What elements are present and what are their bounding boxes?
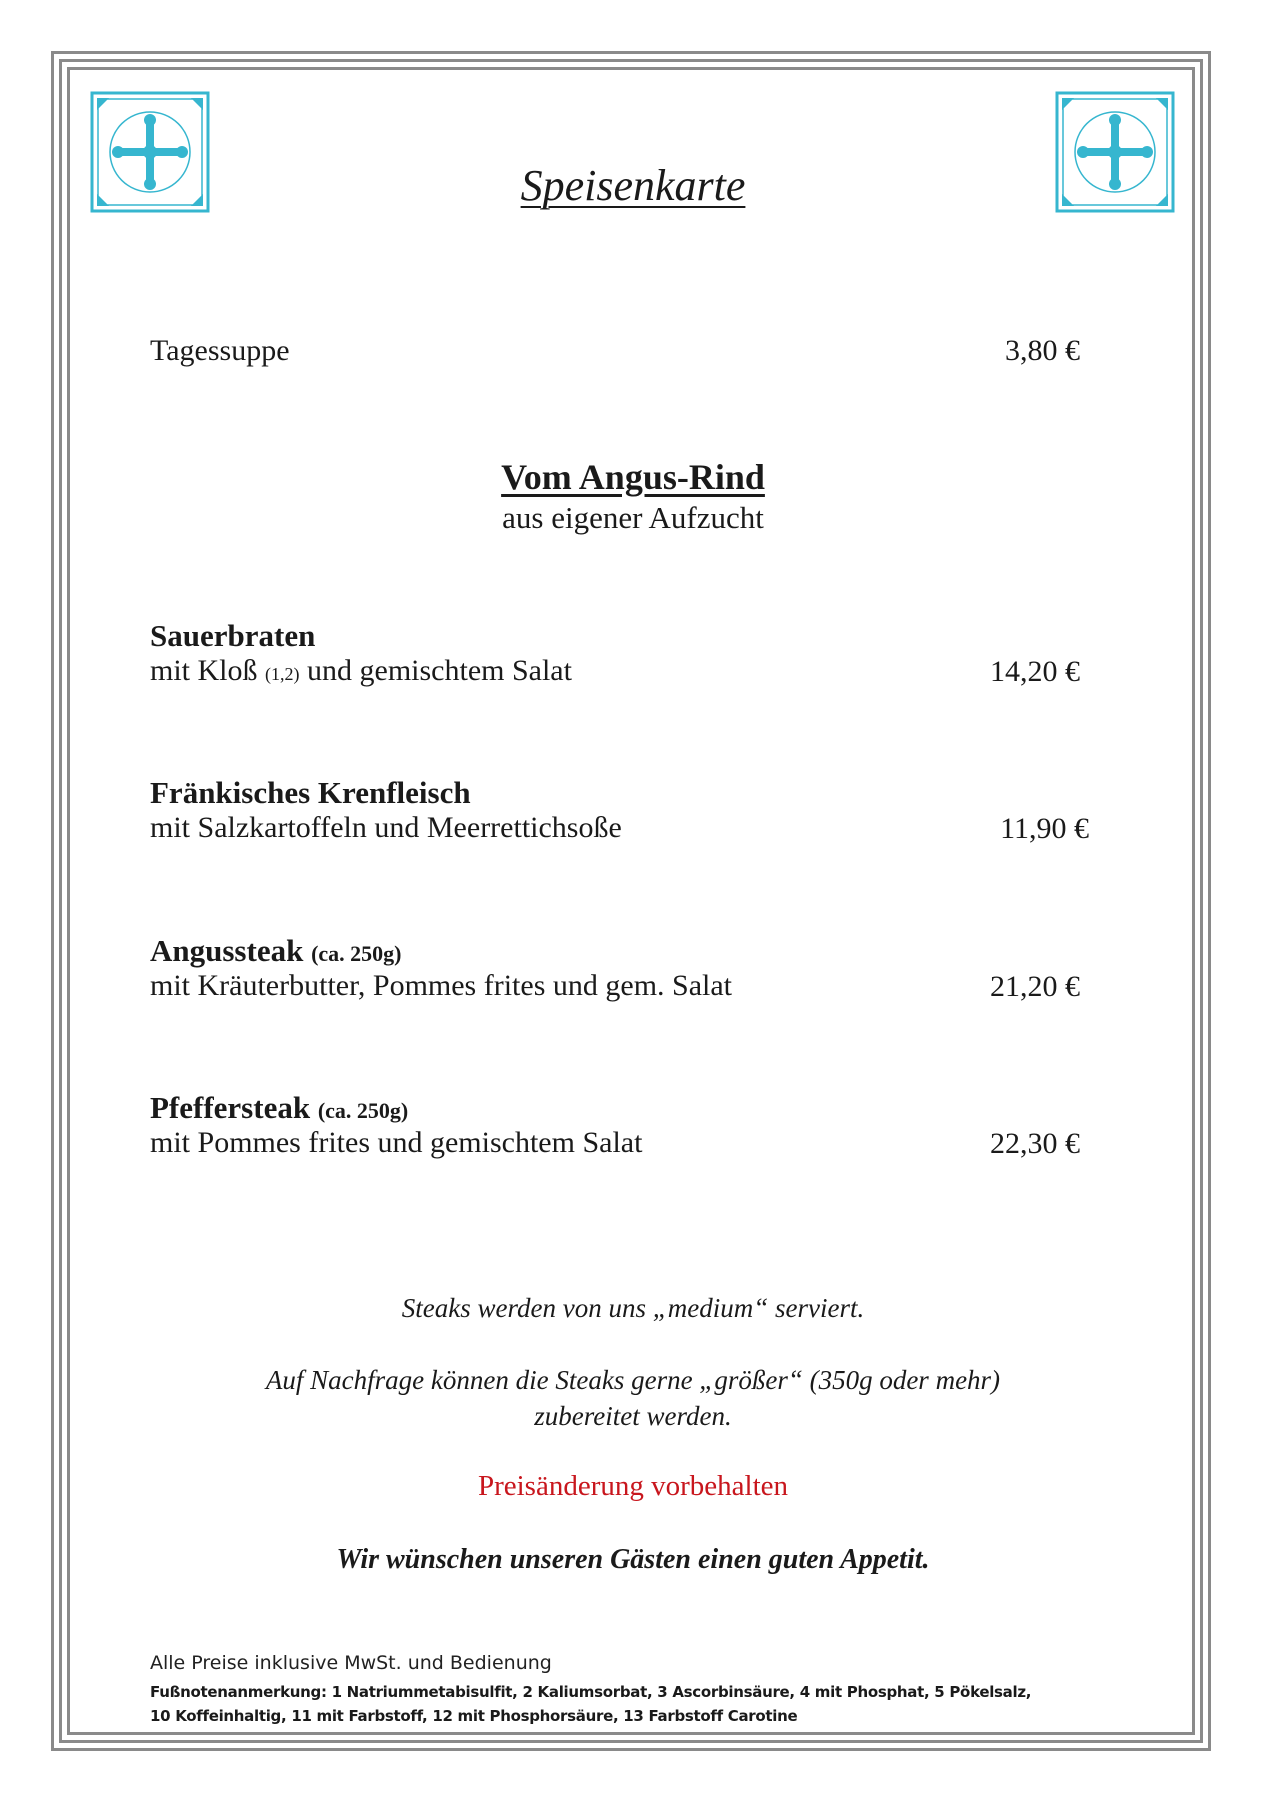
note-bigger: Auf Nachfrage können die Steaks gerne „größer“ (350g oder mehr) zubereitet werden.: [265, 1365, 1001, 1431]
dish-description: mit Kräuterbutter, Pommes frites und gem. Salat: [150, 969, 733, 1002]
footer-prices-note: Alle Preise inklusive MwSt. und Bedienung: [150, 1652, 552, 1674]
dish-name: Pfeffersteak (ca. 250g): [150, 1090, 409, 1125]
section-subtitle: aus eigener Aufzucht: [502, 500, 764, 535]
footer-footnotes-2: 10 Koffeinhaltig, 11 mit Farbstoff, 12 mit Phosphorsäure, 13 Farbstoff Carotine: [150, 1707, 798, 1725]
dish-description: mit Kloß (1,2) und gemischtem Salat: [150, 654, 572, 687]
footer: [150, 1652, 1100, 1728]
dish-price: 11,90 €: [1000, 812, 1089, 845]
appetit-note: Wir wünschen unseren Gästen einen guten Appetit.: [336, 1544, 930, 1575]
dish-description: mit Pommes frites und gemischtem Salat: [150, 1126, 643, 1159]
dish-name: Fränkisches Krenfleisch: [150, 775, 471, 810]
menu-item: [150, 618, 1080, 688]
menu-item: [150, 933, 1080, 1003]
dish-name: Sauerbraten: [150, 618, 316, 653]
note-medium: Steaks werden von uns „medium“ serviert.: [401, 1293, 865, 1323]
footer-footnotes-1: Fußnotenanmerkung: 1 Natriummetabisulfit, 2 Kaliumsorbat, 3 Ascorbinsäure, 4 mit Phosphat, 5 Pökelsalz,: [150, 1683, 1032, 1701]
price-change-note: Preisänderung vorbehalten: [477, 1470, 789, 1502]
section-title: Vom Angus-Rind: [501, 457, 765, 497]
dish-description: mit Salzkartoffeln und Meerrettichsoße: [150, 811, 622, 844]
page-title: Speisenkarte: [520, 161, 746, 210]
dish-price: 14,20 €: [990, 655, 1080, 688]
soup-price: 3,80 €: [1005, 334, 1080, 367]
menu-item-soup: [150, 334, 1080, 368]
dish-price: 22,30 €: [990, 1127, 1080, 1160]
dish-price: 21,20 €: [990, 970, 1080, 1003]
menu-item: [150, 775, 1089, 845]
menu-item: [150, 1090, 1080, 1160]
soup-name: Tagessuppe: [150, 334, 290, 367]
dish-name: Angussteak (ca. 250g): [150, 933, 402, 968]
